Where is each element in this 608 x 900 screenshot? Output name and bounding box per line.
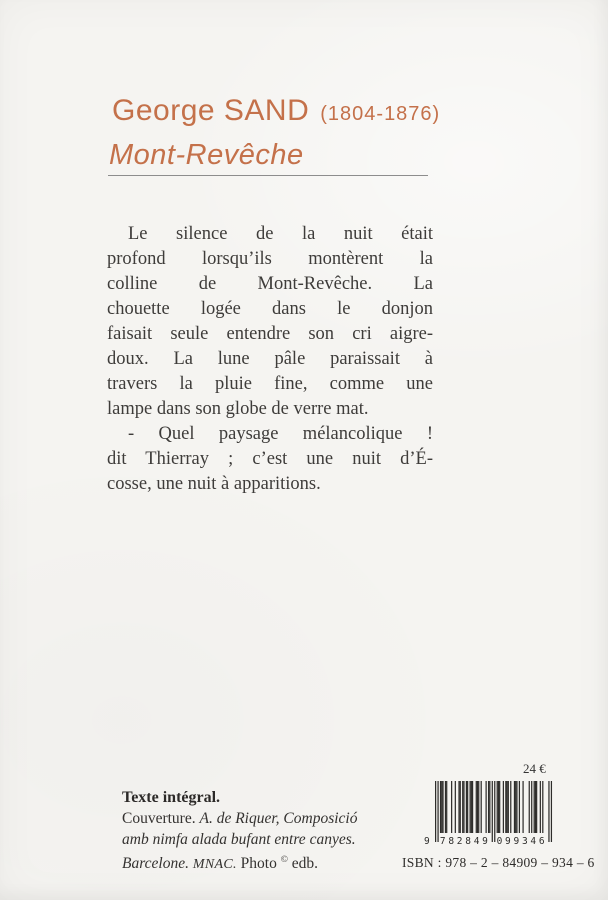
- credits-segment: amb nimfa alada bufant entre canyes.: [122, 831, 356, 848]
- credits-line: [122, 808, 372, 829]
- price-label: 24 €: [523, 761, 546, 776]
- excerpt-paragraph: [107, 222, 433, 497]
- credits-segment: Couverture.: [122, 810, 200, 827]
- credits-segment: Texte intégral.: [122, 789, 221, 806]
- excerpt-line: chouette logée dans le donjon: [107, 299, 433, 319]
- ean-barcode: [422, 781, 556, 847]
- excerpt-line: profond lorsqu’ils montèrent la: [107, 249, 433, 269]
- credits-segment: Photo: [236, 855, 281, 873]
- credits-segment: Barcelone.: [122, 855, 193, 873]
- credits-line: [122, 787, 372, 808]
- svg-text:782849: 782849: [439, 836, 488, 847]
- author-name: George SAND: [112, 94, 310, 127]
- credits-segment: edb.: [287, 855, 319, 873]
- excerpt-line: doux. La lune pâle paraissait à: [107, 349, 433, 369]
- excerpt-line: faisait seule entendre son cri aigre-: [107, 324, 433, 344]
- divider-rule: [108, 175, 428, 176]
- author-dates: (1804-1876): [320, 103, 441, 125]
- excerpt-line: Le silence de la nuit était: [128, 224, 433, 244]
- isbn-label: ISBN : 978 – 2 – 84909 – 934 – 6: [402, 855, 595, 870]
- excerpt-line: - Quel paysage mélancolique !: [128, 424, 433, 444]
- credits-line: [122, 829, 372, 850]
- barcode-digit-lead: 9: [424, 836, 430, 847]
- excerpt-line: dit Thierray ; c’est une nuit d’É-: [107, 449, 433, 469]
- credits-segment: MNAC.: [192, 857, 237, 873]
- credits-line: [122, 850, 372, 875]
- excerpt-line: colline de Mont-Revêche. La: [107, 274, 433, 294]
- svg-text:099346: 099346: [496, 836, 545, 847]
- credits-segment: ©: [280, 855, 288, 865]
- author-line: [112, 94, 440, 128]
- book-title: Mont-Revêche: [109, 139, 304, 171]
- credits-block: [122, 787, 372, 875]
- excerpt-line: travers la pluie fine, comme une: [107, 374, 433, 394]
- credits-segment: A. de Riquer, Composició: [199, 810, 358, 827]
- excerpt-line: lampe dans son globe de verre mat.: [107, 399, 369, 419]
- excerpt-line: cosse, une nuit à apparitions.: [107, 474, 321, 494]
